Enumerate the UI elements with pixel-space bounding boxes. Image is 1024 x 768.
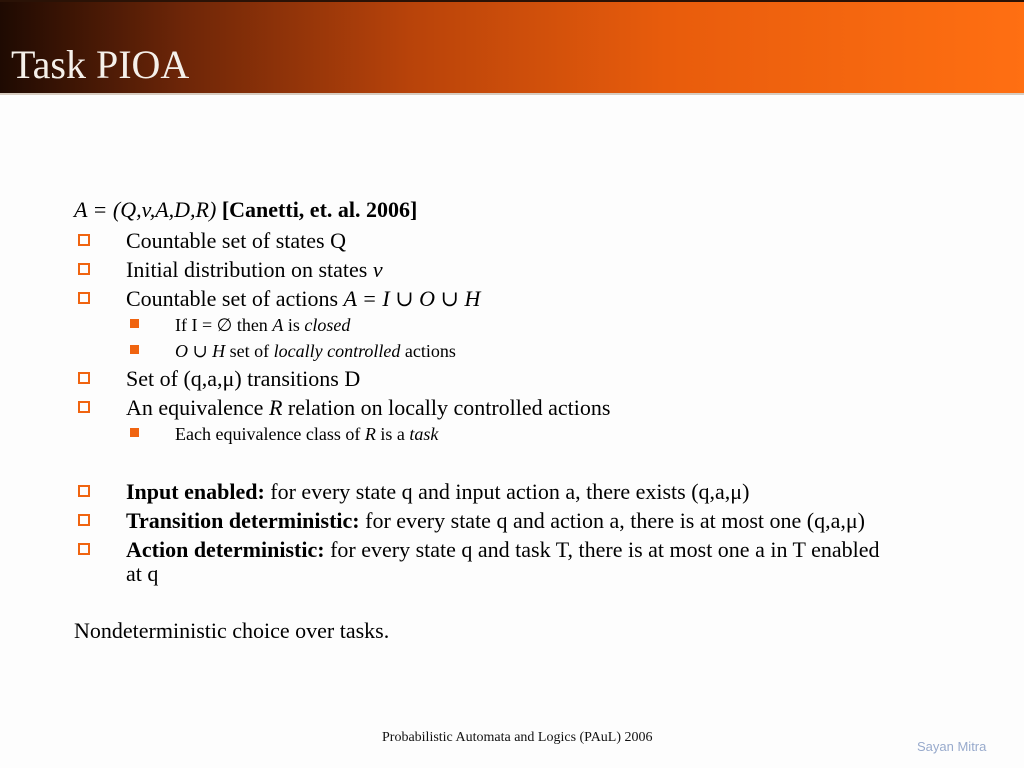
bullet-actions-text: Countable set of actions A = I ∪ O ∪ H bbox=[126, 286, 481, 311]
bullet-initial-text: Initial distribution on states v bbox=[126, 257, 383, 282]
filled-square-icon bbox=[130, 345, 139, 354]
definition-tuple: A = (Q,v,A,D,R) bbox=[74, 197, 217, 222]
hollow-square-icon bbox=[78, 485, 90, 497]
hollow-square-icon bbox=[78, 514, 90, 526]
author-name: Sayan Mitra bbox=[917, 739, 987, 754]
title-bar-top-line bbox=[0, 0, 1024, 2]
hollow-square-icon bbox=[78, 543, 90, 555]
slide-title: Task PIOA bbox=[11, 42, 190, 87]
title-bar-divider bbox=[0, 93, 1024, 95]
definition-line bbox=[74, 197, 417, 223]
hollow-square-icon bbox=[78, 372, 90, 384]
bullet-transitions-text: Set of (q,a,μ) transitions D bbox=[126, 366, 361, 391]
filled-square-icon bbox=[130, 319, 139, 328]
title-bar bbox=[0, 0, 1024, 94]
subbullet-task-text: Each equivalence class of R is a task bbox=[175, 424, 439, 444]
slide-footer: Probabilistic Automata and Logics (PAuL) 2006 bbox=[382, 730, 653, 745]
subbullet-closed-text: If I = ∅ then A is closed bbox=[175, 315, 351, 335]
definition-citation: [Canetti, et. al. 2006] bbox=[221, 197, 418, 222]
hollow-square-icon bbox=[78, 263, 90, 275]
bullet-equivalence-text: An equivalence R relation on locally controlled actions bbox=[126, 395, 611, 420]
actions-formula: A = I ∪ O ∪ H bbox=[343, 286, 481, 311]
bullet-input-enabled-text: Input enabled: for every state q and input action a, there exists (q,a,μ) bbox=[126, 479, 750, 504]
bullet-action-deterministic-text: Action deterministic: for every state q and task T, there is at most one a in T enabled bbox=[126, 537, 880, 562]
bullet-states-text: Countable set of states Q bbox=[126, 228, 346, 253]
subbullet-local-text: O ∪ H set of locally controlled actions bbox=[175, 341, 456, 361]
bullet-transition-deterministic-text: Transition deterministic: for every state q and action a, there is at most one (q,a,μ) bbox=[126, 508, 866, 533]
bullet-action-deterministic-continuation: at q bbox=[126, 561, 159, 586]
hollow-square-icon bbox=[78, 401, 90, 413]
hollow-square-icon bbox=[78, 292, 90, 304]
hollow-square-icon bbox=[78, 234, 90, 246]
filled-square-icon bbox=[130, 428, 139, 437]
closing-statement: Nondeterministic choice over tasks. bbox=[74, 618, 390, 643]
